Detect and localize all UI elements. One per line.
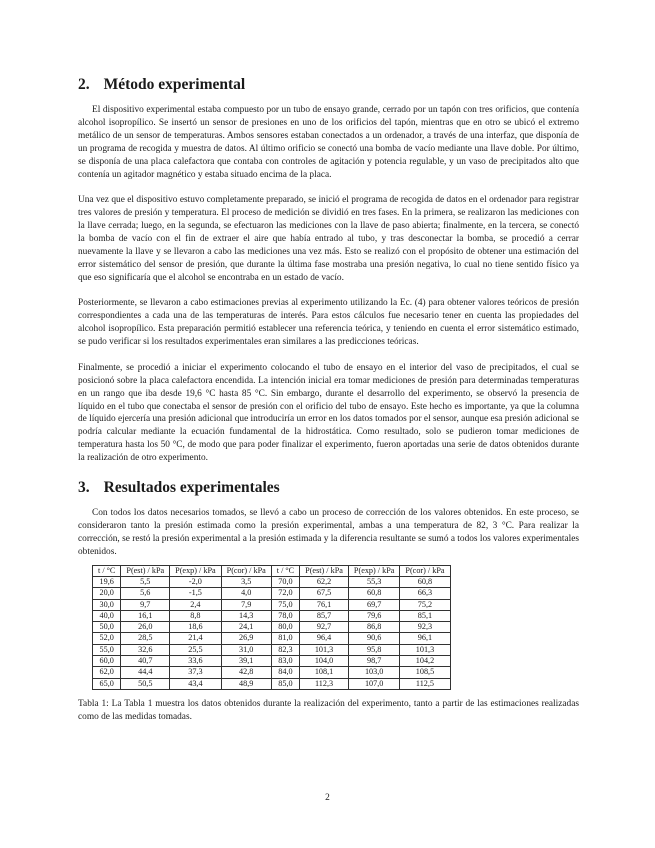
table-cell: 107,0 bbox=[348, 678, 399, 689]
section-title: Resultados experimentales bbox=[103, 479, 280, 497]
table-cell: 85,0 bbox=[271, 678, 299, 689]
table-cell: 55,3 bbox=[348, 576, 399, 587]
table-body bbox=[93, 576, 451, 689]
table-cell: 60,0 bbox=[93, 656, 121, 667]
paragraph: Posteriormente, se llevaron a cabo estimaciones previas al experimento utilizando la Ec. (4) para obtener valores teóricos de presión correspondientes a cada una de las temperaturas de interés. Para estos cálculos fue necesario tener en cuenta las propiedades del alcohol isopropílico. Esta preparación permitió establecer una referencia teórica, y teniendo en cuenta el error sistemático estimado, se pudo verificar si los resultados experimentales eran similares a las predicciones teóricas. bbox=[78, 298, 579, 348]
table-cell: 44,4 bbox=[121, 667, 170, 678]
table-cell: 104,2 bbox=[400, 656, 450, 667]
table-cell: 62,0 bbox=[93, 667, 121, 678]
table-cell: 33,6 bbox=[170, 656, 221, 667]
table-cell: 72,0 bbox=[271, 588, 299, 599]
table-cell: 65,0 bbox=[93, 678, 121, 689]
table-row bbox=[93, 644, 451, 655]
table-cell: 66,3 bbox=[400, 588, 450, 599]
column-header: P(est) / kPa bbox=[121, 565, 170, 576]
table-cell: 50,5 bbox=[121, 678, 170, 689]
column-header: t / °C bbox=[271, 565, 299, 576]
table-cell: 76,1 bbox=[300, 599, 349, 610]
table-cell: 50,0 bbox=[93, 622, 121, 633]
table-cell: 92,3 bbox=[400, 622, 450, 633]
table-cell: 40,0 bbox=[93, 610, 121, 621]
section-3-heading bbox=[78, 479, 579, 497]
table-cell: 24,1 bbox=[221, 622, 271, 633]
table-row bbox=[93, 599, 451, 610]
table-cell: 5,5 bbox=[121, 576, 170, 587]
table-row bbox=[93, 678, 451, 689]
table-cell: 16,1 bbox=[121, 610, 170, 621]
table-cell: 108,1 bbox=[300, 667, 349, 678]
section-2-heading bbox=[78, 76, 579, 94]
table-cell: 20,0 bbox=[93, 588, 121, 599]
table-cell: 83,0 bbox=[271, 656, 299, 667]
table-row bbox=[93, 633, 451, 644]
table-row bbox=[93, 656, 451, 667]
table-cell: 30,0 bbox=[93, 599, 121, 610]
section-number: 2. bbox=[78, 76, 90, 93]
table-cell: 43,4 bbox=[170, 678, 221, 689]
table-cell: 96,1 bbox=[400, 633, 450, 644]
table-caption: Tabla 1: La Tabla 1 muestra los datos obtenidos durante la realización del experimento, tanto a partir de las estimaciones realizadas como de las medidas tomadas. bbox=[78, 698, 579, 722]
table-cell: 78,0 bbox=[271, 610, 299, 621]
paragraph: Una vez que el dispositivo estuvo completamente preparado, se inició el programa de recogida de datos en el ordenador para registrar tres valores de presión y temperatura. El proceso de medición se dividió en tres fases. En la primera, se realizaron las mediciones con la llave cerrada; luego, en la segunda, se efectuaron las mediciones con la llave de paso abierta; finalmente, en la tercera, se conectó la bomba de vacío con el fin de extraer el aire que había entrado al tubo, y tras desconectar la bomba, se procedió a cerrar nuevamente la llave y se llevaron a cabo las mediciones una vez más. Esto se realizó con el propósito de obtener una estimación del error sistemático del sensor de presión, que durante la última fase mostraba una presión negativa, lo cual no tiene sentido físico ya que eso significaría que el alcohol se encontraba en un estado de vacío. bbox=[78, 195, 579, 283]
table-cell: 25,5 bbox=[170, 644, 221, 655]
table-cell: 37,3 bbox=[170, 667, 221, 678]
table-cell: 4,0 bbox=[221, 588, 271, 599]
table-cell: 96,4 bbox=[300, 633, 349, 644]
table-cell: 14,3 bbox=[221, 610, 271, 621]
table-cell: 8,8 bbox=[170, 610, 221, 621]
page-number: 2 bbox=[325, 793, 330, 803]
table-row bbox=[93, 622, 451, 633]
column-header: P(cor) / kPa bbox=[221, 565, 271, 576]
table-cell: 112,3 bbox=[300, 678, 349, 689]
table-cell: 26,0 bbox=[121, 622, 170, 633]
table-cell: 101,3 bbox=[400, 644, 450, 655]
table-cell: 70,0 bbox=[271, 576, 299, 587]
table-cell: 52,0 bbox=[93, 633, 121, 644]
table-row bbox=[93, 610, 451, 621]
column-header: P(exp) / kPa bbox=[170, 565, 221, 576]
table-cell: 3,5 bbox=[221, 576, 271, 587]
table-cell: 112,5 bbox=[400, 678, 450, 689]
section-title: Método experimental bbox=[103, 76, 246, 93]
table-cell: 90,6 bbox=[348, 633, 399, 644]
table-cell: 101,3 bbox=[300, 644, 349, 655]
table-cell: 2,4 bbox=[170, 599, 221, 610]
paragraph: Finalmente, se procedió a iniciar el experimento colocando el tubo de ensayo en el interior del vaso de precipitados, el cual se posicionó sobre la placa calefactora encendida. La intención inicial era tomar mediciones de presión para determinadas temperaturas en un rango que iba desde 19,6 °C hasta 85 °C. Sin embargo, durante el desarrollo del experimento, se observó la presencia de líquido en el tubo que conectaba el sensor de presión con el orificio del tubo de ensayo. Este hecho es importante, ya que la columna de líquido ejercería una presión adicional que introduciría un error en los datos tomados por el sensor, aunque esa presión adicional se podría calcular mediante la ecuación fundamental de la hidrostática. Como resultado, solo se pudieron tomar mediciones de temperatura hasta los 50 °C, de modo que para poder finalizar el experimento, fueron aportadas una serie de datos obtenidos durante la realización de otro experimento. bbox=[78, 362, 579, 464]
table-cell: 48,9 bbox=[221, 678, 271, 689]
table-cell: 103,0 bbox=[348, 667, 399, 678]
table-cell: 80,0 bbox=[271, 622, 299, 633]
table-cell: 55,0 bbox=[93, 644, 121, 655]
table-cell: 67,5 bbox=[300, 588, 349, 599]
table-cell: 85,7 bbox=[300, 610, 349, 621]
table-cell: 82,3 bbox=[271, 644, 299, 655]
column-header: P(cor) / kPa bbox=[400, 565, 450, 576]
table-row bbox=[93, 667, 451, 678]
table-cell: 86,8 bbox=[348, 622, 399, 633]
table-cell: 60,8 bbox=[348, 588, 399, 599]
table-cell: 75,2 bbox=[400, 599, 450, 610]
table-cell: 60,8 bbox=[400, 576, 450, 587]
table-cell: 81,0 bbox=[271, 633, 299, 644]
table-cell: 75,0 bbox=[271, 599, 299, 610]
page-content bbox=[78, 70, 579, 724]
table-cell: 62,2 bbox=[300, 576, 349, 587]
table-cell: 79,6 bbox=[348, 610, 399, 621]
data-table bbox=[92, 565, 451, 690]
column-header: P(exp) / kPa bbox=[348, 565, 399, 576]
table-cell: 69,7 bbox=[348, 599, 399, 610]
table-cell: 84,0 bbox=[271, 667, 299, 678]
table-cell: 108,5 bbox=[400, 667, 450, 678]
table-cell: 104,0 bbox=[300, 656, 349, 667]
paragraph: El dispositivo experimental estaba compuesto por un tubo de ensayo grande, cerrado por un tapón con tres orificios, que contenía alcohol isopropílico. Se insertó un sensor de presiones en uno de los orificios del tapón, mientras que en otro se ubicó el extremo metálico de un sensor de temperaturas. Ambos sensores estaban conectados a un ordenador, a través de una interfaz, que disponía de un programa de recogida y muestra de datos. Al último orificio se conectó una bomba de vacío mediante una llave doble. Por último, se disponía de una placa calefactora que contaba con controles de agitación y potencia regulable, y un vaso de precipitados alto que contenía un agitador magnético y estaba situado encima de la placa. bbox=[78, 105, 579, 180]
table-row bbox=[93, 588, 451, 599]
table-cell: 42,8 bbox=[221, 667, 271, 678]
table-cell: 98,7 bbox=[348, 656, 399, 667]
table-cell: 26,9 bbox=[221, 633, 271, 644]
table-row bbox=[93, 576, 451, 587]
section-number: 3. bbox=[78, 479, 90, 497]
paragraph: Con todos los datos necesarios tomados, se llevó a cabo un proceso de corrección de los valores obtenidos. En este proceso, se consideraron tanto la presión estimada como la presión experimental, ambas a una temperatura de 82, 3 °C. Para realizar la corrección, se restó la presión experimental a la presión estimada y la diferencia resultante se sumó a todos los valores experimentales obtenidos. bbox=[78, 508, 580, 557]
table-cell: 40,7 bbox=[121, 656, 170, 667]
table-cell: 32,6 bbox=[121, 644, 170, 655]
table-cell: 92,7 bbox=[300, 622, 349, 633]
table-cell: -2,0 bbox=[170, 576, 221, 587]
table-cell: 28,5 bbox=[121, 633, 170, 644]
table-cell: 7,9 bbox=[221, 599, 271, 610]
table-cell: 9,7 bbox=[121, 599, 170, 610]
table-cell: 39,1 bbox=[221, 656, 271, 667]
table-header-row bbox=[93, 565, 451, 576]
table-cell: 21,4 bbox=[170, 633, 221, 644]
table-cell: 95,8 bbox=[348, 644, 399, 655]
table-cell: 5,6 bbox=[121, 588, 170, 599]
table-cell: 19,6 bbox=[93, 576, 121, 587]
table-cell: 31,0 bbox=[221, 644, 271, 655]
table-cell: 18,6 bbox=[170, 622, 221, 633]
table-cell: -1,5 bbox=[170, 588, 221, 599]
table-cell: 85,1 bbox=[400, 610, 450, 621]
column-header: t / °C bbox=[93, 565, 121, 576]
column-header: P(est) / kPa bbox=[300, 565, 349, 576]
